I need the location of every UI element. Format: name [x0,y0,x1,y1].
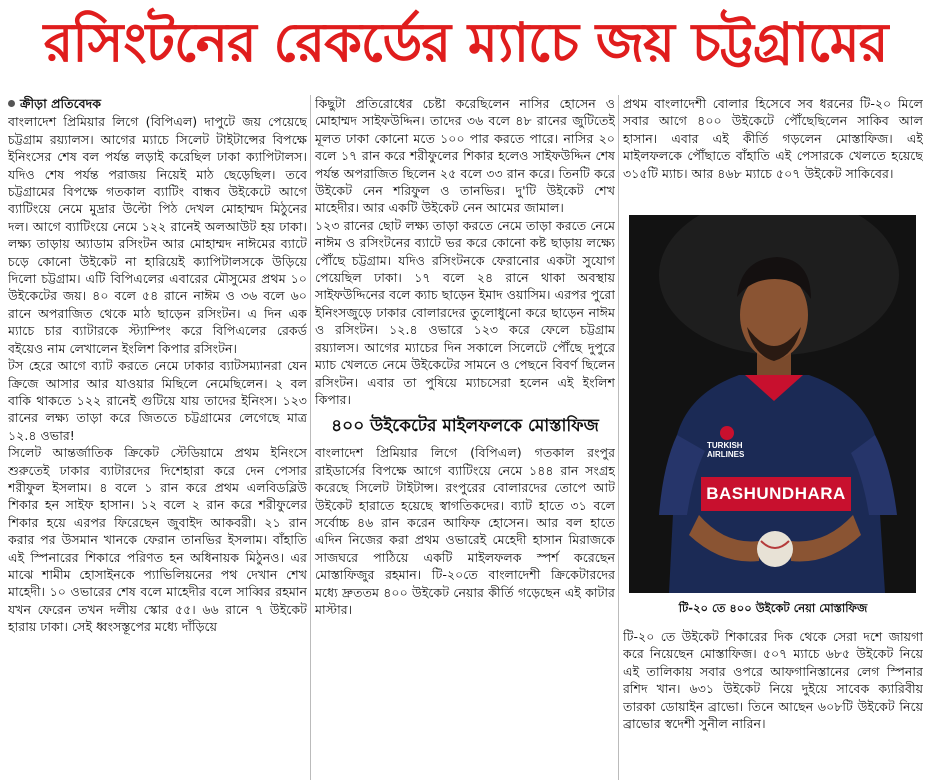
column-divider [310,95,311,780]
paragraph: ১২৩ রানের ছোট লক্ষ্য তাড়া করতে নেমে তাড়া করতে নেমে নাঈম ও রসিংটনের ব্যাটে ভর করে কোনো কষ্ট ছাড়ায় লক্ষ্যে পৌঁছে চট্টগ্রাম। যদিও রসিংটনকে ফেরানোর একটা সুযোগ পেয়েছিল ঢাকা। ১৭ বলে ২৪ রানে থাকা অবস্থায় সাইফউদ্দিনের বলে ক্যাচ ছাড়েন ইমাদ ওয়াসিম। এরপর পুরো ইনিংসজুড়ে ঢাকার বোলারদের তুলোধুনো করে ছাড়েন নাঈম ও রসিংটন। ১২.৪ ওভারে ১২৩ করে ফেলে চট্টগ্রাম রয়্যালস। আগের ম্যাচের দিন সকালে সিলেটে পৌঁছে দুপুরে ম্যাচ খেলতে নেমে উইকেটের সামনে ও পেছনে বিবর্ণ ছিলেন রসিংটন। এবার তা পুষিয়ে ম্যাচসেরা হলেন এই ইংলিশ কিপার। [315,217,615,407]
headline: রসিংটনের রেকর্ডের ম্যাচে জয় চট্টগ্রামের [43,11,888,74]
player-photo [629,215,916,593]
photo-caption: টি-২০ তে ৪০০ উইকেট নেয়া মোস্তাফিজ [678,601,868,615]
bullet-icon [8,100,15,107]
paragraph: বাংলাদেশ প্রিমিয়ার লিগে (বিপিএল) দাপুটে জয় পেয়েছে চট্টগ্রাম রয়্যালস। আগের ম্যাচে সিলেট টাইটান্সের বিপক্ষে ইনিংসের শেষ বল পর্যন্ত লড়াই করেছিল ঢাকা ক্যাপিটালস। যদিও শেষ পর্যন্ত পরাজয় নিয়েই মাঠ ছেড়েছিল। তবে চট্টগ্রামের বিপক্ষে গতকাল ব্যাটিং বান্ধব উইকেটে আগে ব্যাটিংয়ে নেমে মুদ্রার উল্টো পিঠ দেখল মোহাম্মদ মিঠুনের দল। আগে ব্যাটিংয়ে নেমে ১২২ রানেই অলআউট হয় ঢাকা। লক্ষ্য তাড়ায় অ্যাডাম রসিংটন আর মোহাম্মদ নাঈমের ব্যাটে চড়ে কোনো উইকেট না হারিয়েই ক্যাপিটালসকে উড়িয়ে দিলো চট্টগ্রাম। এটি বিপিএলের এবারের মৌসুমের প্রথম ১০ উইকেটের জয়। ৪০ বলে ৫৪ রানে নাঈম ও ৩৬ বলে ৬০ রানে অপরাজিত থেকে মাঠ ছাড়েন রসিংটন। এ দিন এক ম্যাচে চার ব্যাটারকে স্ট্যাম্পিং করে বিপিএলের রেকর্ড বইয়েও নাম লেখালেন ইংলিশ কিপার রসিংটন। [8,114,307,356]
subheading: ৪০০ উইকেটের মাইলফলকে মোস্তাফিজ [331,416,599,437]
paragraph: প্রথম বাংলাদেশী বোলার হিসেবে সব ধরনের টি-২০ মিলে সবার আগে ৪০০ উইকেটে পৌঁছেছিলেন সাকিব আল হাসান। এবার এই কীর্তি গড়লেন মোস্তাফিজ। এই মাইলফলকে পৌঁছাতে বাঁহাতি এই পেসারকে খেলতে হয়েছে ৩১৫টি ম্যাচ। আর ৪৬৮ ম্যাচে ৫০৭ উইকেট সাকিবের। [623,96,923,181]
jersey-sponsor-text: BASHUNDHARA [706,484,846,503]
paragraph: কিছুটা প্রতিরোধের চেষ্টা করেছিলেন নাসির হোসেন ও মোহাম্মদ সাইফউদ্দিন। তাদের ৩৬ বলে ৪৮ রানের জুটিতেই মূলত ঢাকা কোনো মতে ১০০ পার করতে পারে। নাসির ২০ বলে ১৭ রান করে শরীফুলের শিকার হলেও সাইফউদ্দিন শেষ পর্যন্ত অপরাজিত ছিলেন ২৫ বলে ৩৩ রান করে। তিনটি করে উইকেট নেন শরিফুল ও তানভির। দু'টি উইকেট শেখ মাহেদীর। আর একটি উইকেট নেন আমের জামাল। [315,96,615,216]
article-column-3-bottom [623,628,923,780]
paragraph: বাংলাদেশ প্রিমিয়ার লিগে (বিপিএল) গতকাল রংপুর রাইডার্সের বিপক্ষে আগে ব্যাটিংয়ে নেমে ১৪৪ রান সংগ্রহ করেছে সিলেট টাইটান্স। রংপুরের বোলারদের তোপে আট উইকেট হারাতে হয়েছে স্বাগতিকদের। ব্যাট হাতে ৩১ বলে সর্বোচ্চ ৪৬ রান করেন আফিফ হোসেন। আর বল হাতে এদিন নিজের করা প্রথম ওভারেই মেহেদী হাসান মিরাজকে সাজঘরে পাঠিয়ে একটি মাইলফলক স্পর্শ করেছেন মোস্তাফিজুর রহমান। টি-২০তে বাংলাদেশী ক্রিকেটারদের মধ্যে দ্রুততম ৪০০ উইকেট নেয়ার কীর্তি গড়েছেন এই কাটার মাস্টার। [315,445,615,617]
article-column-2 [315,95,615,780]
player-illustration [629,215,916,593]
paragraph: টস হেরে আগে ব্যাট করতে নেমে ঢাকার ব্যাটসম্যানরা যেন ক্রিজে আসার আর যাওয়ার মিছিলে নেমেছিলেন। ২ বল বাকি থাকতে ১২২ রানেই গুটিয়ে যায় তাদের ইনিংস। ১২৩ রানের লক্ষ্য তাড়া করে জিততে চট্টগ্রামের লেগেছে মাত্র ১২.৪ ওভার! [8,358,307,443]
article-column-1 [8,95,307,780]
article-column-3 [623,95,923,207]
column-divider [618,95,619,780]
airline-logo-text: TURKISH AIRLINES [707,441,745,459]
byline [8,95,307,112]
paragraph: সিলেট আন্তর্জাতিক ক্রিকেট স্টেডিয়ামে প্রথম ইনিংসে শুরুতেই ঢাকার ব্যাটারদের দিশেহারা করে দেন পেসার শরীফুল ইসলাম। ৪ বলে ১ রান করে প্রথম এলবিডব্লিউ শিকার হন সাইফ হাসান। ১২ বলে ২ রান করে শরীফুলের শিকার হয়ে এরপর ফিরেছেন জুবাইদ আকবরী। ২১ রান করার পর উসমান খানকে ফেরান তানভির ইসলাম। বাঁহাতি এই স্পিনারের শিকারে পরিণত হন অধিনায়ক মিঠুনও। এর মাঝে শামীম হোসাইনকে প্যাভিলিয়নের পথ দেখান শেখ মাহেদী। ১০ ওভারের শেষ বলে মাহেদীর বলে সাব্বির রহমান যখন ফেরেন তখন দলীয় স্কোর ৫৫। ৬৬ রানে ৭ উইকেট হারায় ঢাকা। সেই ধ্বংসস্তূপের মধ্যে দাঁড়িয়ে [8,445,307,635]
paragraph: টি-২০ তে উইকেট শিকারের দিক থেকে সেরা দশে জায়গা করে নিয়েছেন মোস্তাফিজ। ৫০৭ ম্যাচে ৬৮৫ উইকেট নিয়ে এই তালিকায় সবার ওপরে আফগানিস্তানের লেগ স্পিনার রশিদ খান। ৬৩১ উইকেট নিয়ে দুইয়ে সাবেক ক্যারিবীয় তারকা ডোয়াইন ব্রাভো। তিনে আছেন ৬০৮টি উইকেট নিয়ে ব্রাভোর স্বদেশী সুনীল নারিন। [623,629,923,732]
byline-text: ক্রীড়া প্রতিবেদক [20,96,102,111]
